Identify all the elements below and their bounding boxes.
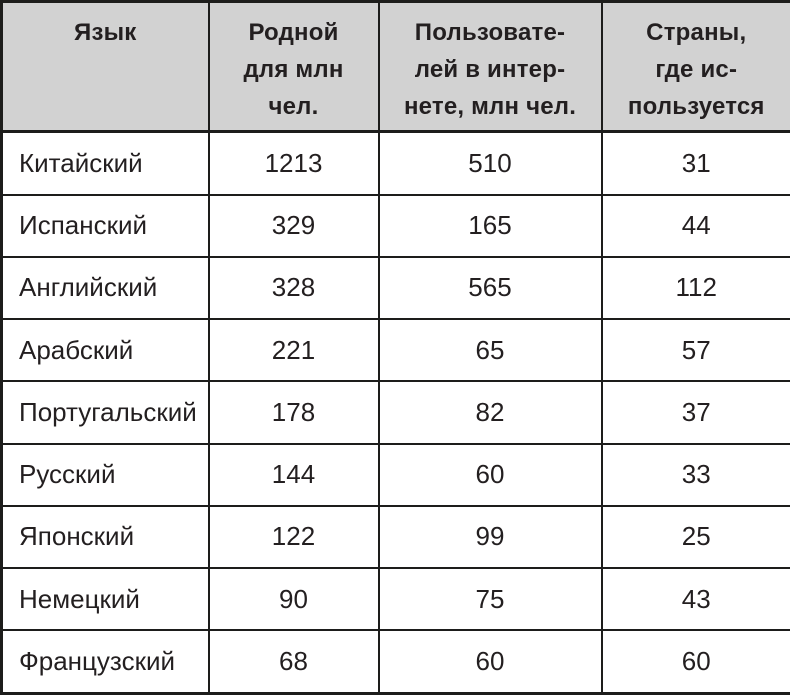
language-cell: Испанский bbox=[2, 195, 209, 257]
native-speakers-cell: 221 bbox=[209, 319, 379, 381]
table-header bbox=[2, 2, 790, 132]
header-native-line-1: Родной bbox=[248, 19, 339, 46]
internet-users-cell: 510 bbox=[379, 132, 602, 195]
countries-cell: 33 bbox=[602, 444, 790, 506]
header-cell-internet-users bbox=[379, 2, 602, 132]
table-row bbox=[2, 506, 790, 568]
header-language-label: Язык bbox=[74, 19, 137, 46]
header-native-line-3: чел. bbox=[268, 93, 319, 120]
header-native-line-2: для млн bbox=[243, 56, 344, 83]
language-cell: Немецкий bbox=[2, 568, 209, 630]
language-cell: Английский bbox=[2, 257, 209, 319]
native-speakers-cell: 178 bbox=[209, 381, 379, 443]
internet-users-cell: 60 bbox=[379, 444, 602, 506]
language-cell: Португальский bbox=[2, 381, 209, 443]
countries-cell: 43 bbox=[602, 568, 790, 630]
table-row bbox=[2, 195, 790, 257]
header-countries-line-1: Страны, bbox=[646, 19, 747, 46]
internet-users-cell: 82 bbox=[379, 381, 602, 443]
internet-users-cell: 65 bbox=[379, 319, 602, 381]
header-internet-line-2: лей в интер- bbox=[414, 56, 566, 83]
table-row bbox=[2, 319, 790, 381]
internet-users-cell: 99 bbox=[379, 506, 602, 568]
table-row bbox=[2, 132, 790, 195]
countries-cell: 25 bbox=[602, 506, 790, 568]
countries-cell: 112 bbox=[602, 257, 790, 319]
native-speakers-cell: 90 bbox=[209, 568, 379, 630]
header-countries-line-2: где ис- bbox=[655, 56, 738, 83]
native-speakers-cell: 329 bbox=[209, 195, 379, 257]
table-row bbox=[2, 257, 790, 319]
countries-cell: 57 bbox=[602, 319, 790, 381]
native-speakers-cell: 1213 bbox=[209, 132, 379, 195]
language-cell: Японский bbox=[2, 506, 209, 568]
table-row bbox=[2, 381, 790, 443]
header-internet-line-3: нете, млн чел. bbox=[403, 93, 577, 120]
header-internet-line-1: Пользовате- bbox=[414, 19, 566, 46]
countries-cell: 31 bbox=[602, 132, 790, 195]
table-row bbox=[2, 444, 790, 506]
internet-users-cell: 75 bbox=[379, 568, 602, 630]
header-countries-line-3: пользуется bbox=[627, 93, 765, 120]
language-cell: Арабский bbox=[2, 319, 209, 381]
table-row bbox=[2, 630, 790, 693]
header-cell-native-speakers bbox=[209, 2, 379, 132]
header-cell-countries bbox=[602, 2, 790, 132]
native-speakers-cell: 122 bbox=[209, 506, 379, 568]
table-body bbox=[2, 132, 790, 694]
countries-cell: 60 bbox=[602, 630, 790, 693]
language-cell: Французский bbox=[2, 630, 209, 693]
table-row bbox=[2, 568, 790, 630]
native-speakers-cell: 144 bbox=[209, 444, 379, 506]
countries-cell: 44 bbox=[602, 195, 790, 257]
header-cell-language bbox=[2, 2, 209, 132]
language-cell: Китайский bbox=[2, 132, 209, 195]
header-row bbox=[2, 2, 790, 132]
language-cell: Русский bbox=[2, 444, 209, 506]
native-speakers-cell: 68 bbox=[209, 630, 379, 693]
native-speakers-cell: 328 bbox=[209, 257, 379, 319]
internet-users-cell: 165 bbox=[379, 195, 602, 257]
internet-users-cell: 60 bbox=[379, 630, 602, 693]
countries-cell: 37 bbox=[602, 381, 790, 443]
internet-users-cell: 565 bbox=[379, 257, 602, 319]
